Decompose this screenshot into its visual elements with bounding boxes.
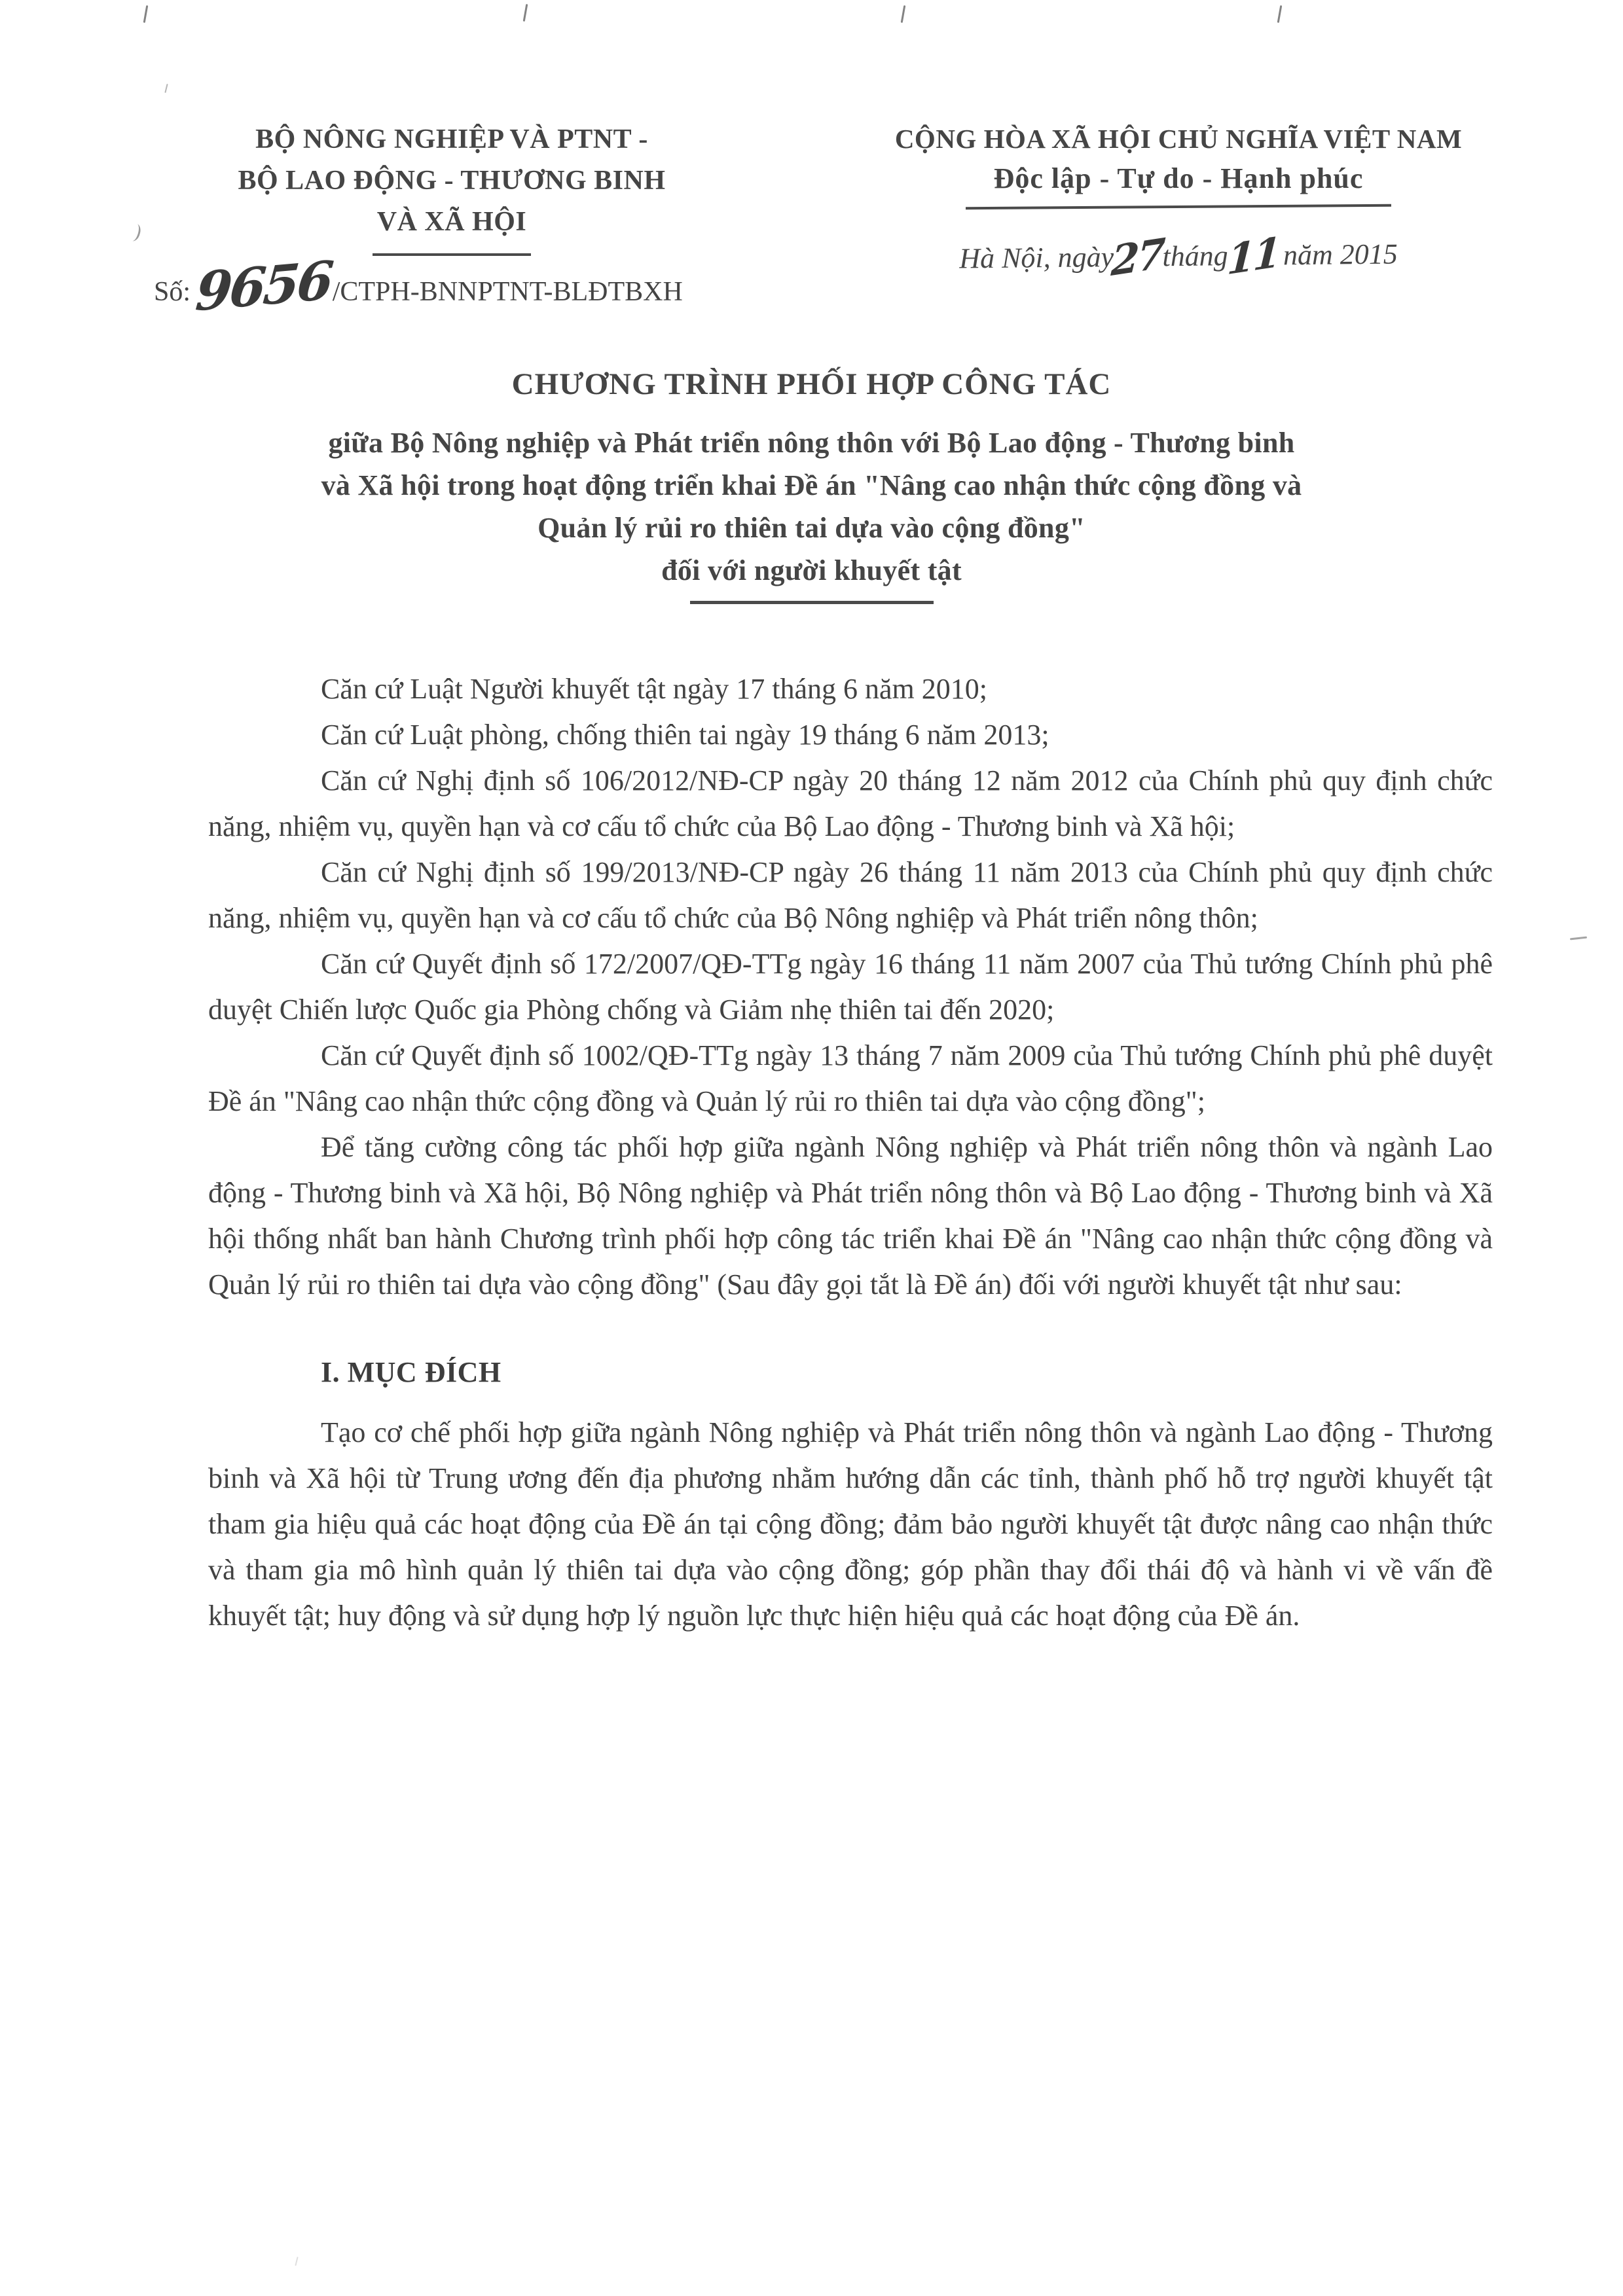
legal-basis-paragraph: Căn cứ Luật phòng, chống thiên tai ngày 19 tháng 6 năm 2013;: [321, 719, 1049, 751]
legal-basis-paragraph: Căn cứ Quyết định số 1002/QĐ-TTg ngày 13 tháng 7 năm 2009 của Thủ tướng Chính phủ phê duyệt Đề án "Nâng cao nhận thức cộng đồng và Quản lý rủi ro thiên tai dựa vào cộng đồng";: [208, 1039, 1493, 1117]
scan-artifact: [523, 4, 528, 22]
subtitle-line: giữa Bộ Nông nghiệp và Phát triển nông thôn với Bộ Lao động - Thương binh: [328, 427, 1295, 459]
date-suffix: năm 2015: [1283, 238, 1398, 272]
date-month-handwritten: 11: [1225, 228, 1281, 285]
document-title: CHƯƠNG TRÌNH PHỐI HỢP CÔNG TÁC: [511, 367, 1112, 401]
document-body: [208, 666, 1493, 1639]
scan-artifact: [1277, 5, 1283, 23]
purpose-paragraph: Tạo cơ chế phối hợp giữa ngành Nông nghiệp và Phát triển nông thôn và ngành Lao động - Thương binh và Xã hội từ Trung ương đến địa phương nhằm hướng dẫn các tỉnh, thành phố hỗ trợ người khuyết tật tham gia hiệu quả các hoạt động của Đề án tại cộng đồng; đảm bảo người khuyết tật được nâng cao nhận thức và tham gia mô hình quản lý thiên tai dựa vào cộng đồng; góp phần thay đổi thái độ và hành vi về vấn đề khuyết tật; huy động và sử dụng hợp lý nguồn lực thực hiện hiệu quả các hoạt động của Đề án.: [208, 1416, 1493, 1632]
date-mid: tháng: [1162, 240, 1228, 273]
section-heading-muc-dich: I. MỤC ĐÍCH: [321, 1356, 501, 1388]
document-subtitle: [0, 422, 1623, 592]
legal-basis-paragraph: Căn cứ Nghị định số 199/2013/NĐ-CP ngày 26 tháng 11 năm 2013 của Chính phủ quy định chức năng, nhiệm vụ, quyền hạn và cơ cấu tổ chức của Bộ Nông nghiệp và Phát triển nông thôn;: [208, 856, 1493, 934]
national-header-block: [831, 119, 1525, 286]
scan-artifact: [1570, 937, 1587, 941]
document-number-suffix: /CTPH-BNNPTNT-BLĐTBXH: [332, 277, 683, 307]
national-title: CỘNG HÒA XÃ HỘI CHỦ NGHĨA VIỆT NAM: [894, 124, 1463, 154]
legal-basis-paragraph: Căn cứ Quyết định số 172/2007/QĐ-TTg ngày 16 tháng 11 năm 2007 của Thủ tướng Chính phủ phê duyệt Chiến lược Quốc gia Phòng chống và Giảm nhẹ thiên tai đến 2020;: [208, 948, 1493, 1026]
national-motto: Độc lập - Tự do - Hạnh phúc: [993, 162, 1364, 194]
document-number: [98, 249, 805, 323]
subtitle-line: Quản lý rủi ro thiên tai dựa vào cộng đồng": [538, 512, 1085, 544]
motto-underline: [966, 204, 1391, 210]
date-day-handwritten: 27: [1110, 228, 1165, 286]
issuing-agency-line: BỘ NÔNG NGHIỆP VÀ PTNT -: [255, 124, 648, 154]
place-date-line: [831, 228, 1525, 286]
subtitle-line: đối với người khuyết tật: [661, 554, 962, 586]
preamble-paragraph: Để tăng cường công tác phối hợp giữa ngành Nông nghiệp và Phát triển nông thôn và ngành Lao động - Thương binh và Xã hội, Bộ Nông nghiệp và Phát triển nông thôn và Bộ Lao động - Thương binh và Xã hội thống nhất ban hành Chương trình phối hợp công tác triển khai Đề án "Nâng cao nhận thức cộng đồng và Quản lý rủi ro thiên tai dựa vào cộng đồng" (Sau đây gọi tắt là Đề án) đối với người khuyết tật như sau:: [208, 1131, 1493, 1300]
scan-artifact: [295, 2257, 298, 2266]
date-prefix: Hà Nội, ngày: [959, 241, 1114, 275]
issuing-agency-block: [98, 119, 805, 323]
document-number-label: Số:: [154, 277, 191, 307]
issuing-agency-line: BỘ LAO ĐỘNG - THƯƠNG BINH: [238, 166, 666, 196]
scan-artifact: [164, 84, 168, 93]
agency-underline: [373, 253, 531, 256]
title-block: [0, 364, 1623, 604]
issuing-agency-line: VÀ XÃ HỘI: [376, 207, 527, 237]
legal-basis-paragraph: Căn cứ Nghị định số 106/2012/NĐ-CP ngày 20 tháng 12 năm 2012 của Chính phủ quy định chức năng, nhiệm vụ, quyền hạn và cơ cấu tổ chức của Bộ Lao động - Thương binh và Xã hội;: [208, 764, 1493, 842]
title-separator: [690, 601, 934, 604]
legal-basis-paragraph: Căn cứ Luật Người khuyết tật ngày 17 tháng 6 năm 2010;: [321, 673, 987, 705]
scan-artifact: [901, 5, 906, 23]
document-number-handwritten: 9656: [193, 249, 334, 323]
subtitle-line: và Xã hội trong hoạt động triển khai Đề án "Nâng cao nhận thức cộng đồng và: [321, 469, 1302, 501]
scan-artifact: [143, 5, 149, 23]
